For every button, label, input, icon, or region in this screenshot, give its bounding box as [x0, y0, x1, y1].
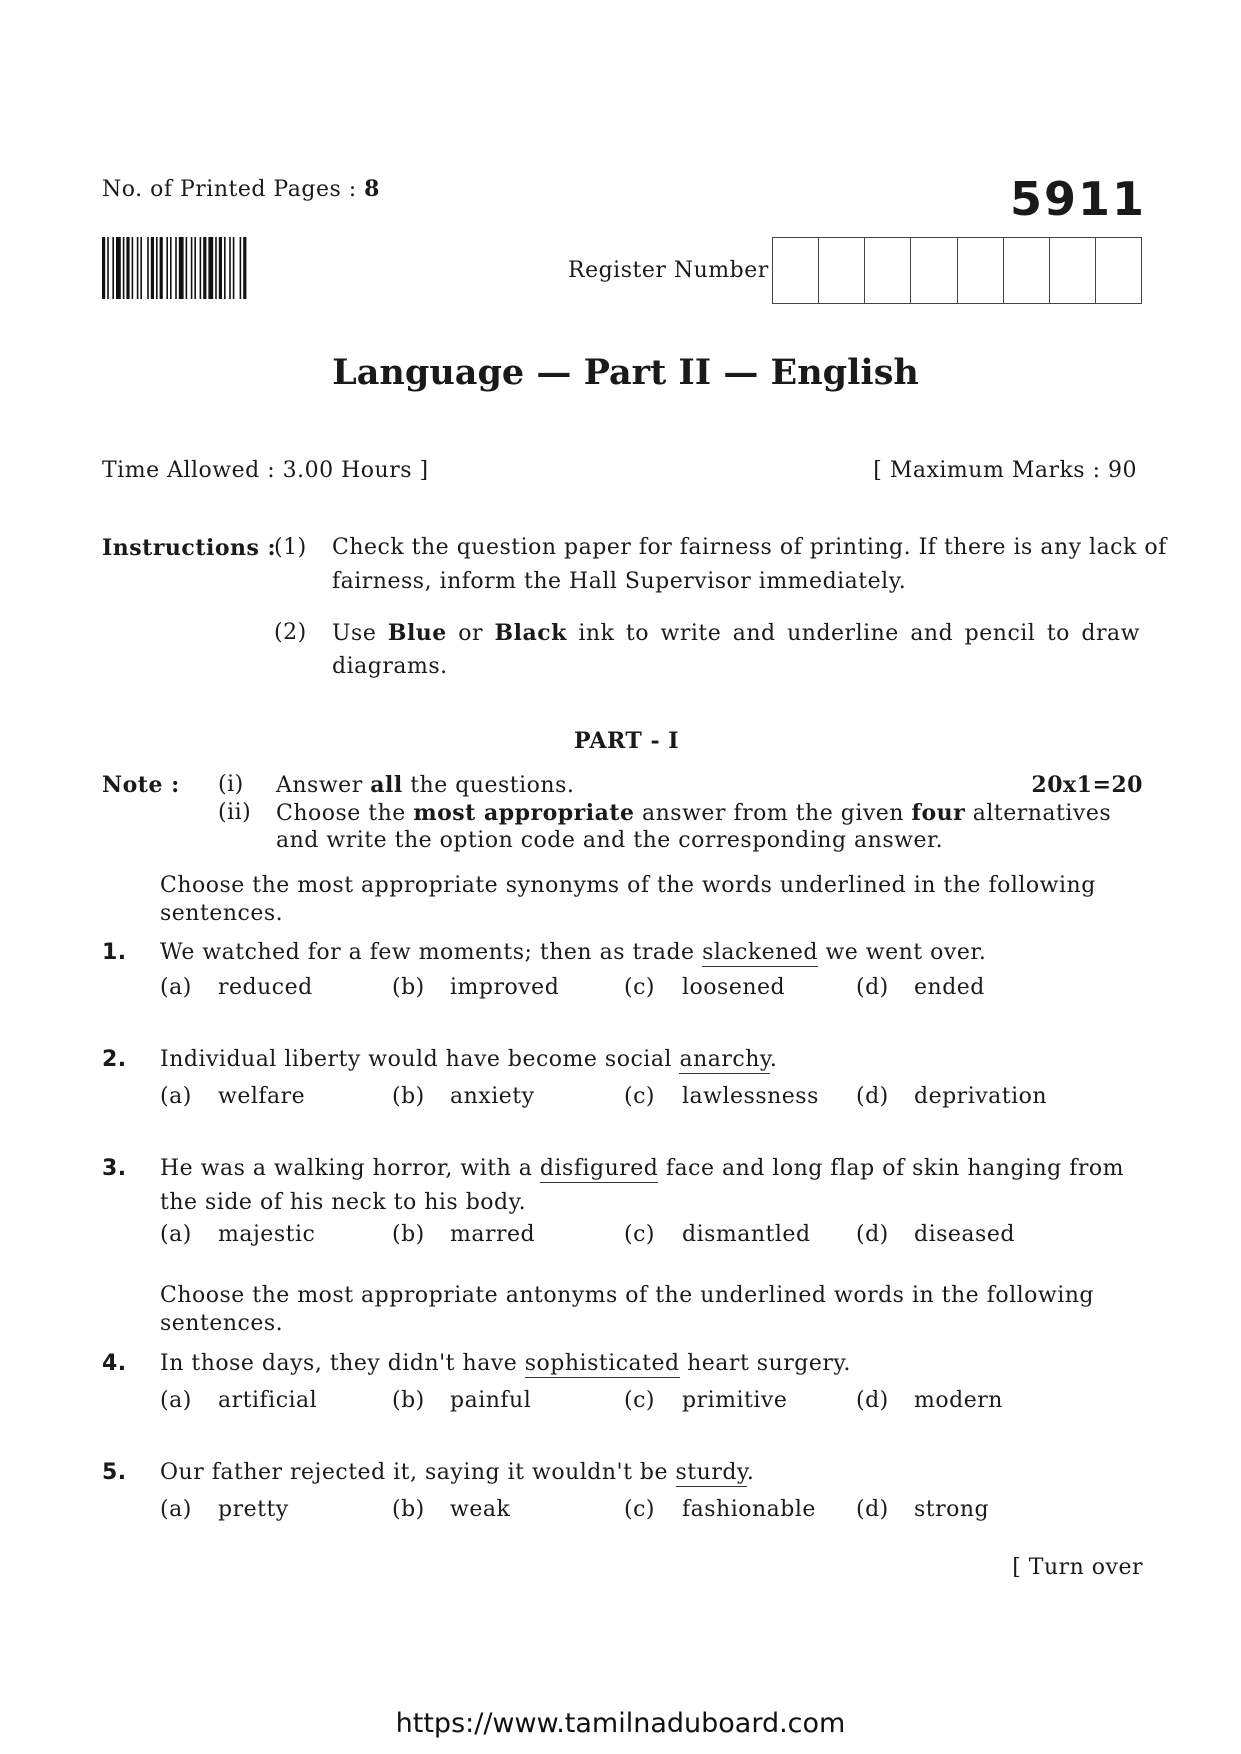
register-number-boxes[interactable] [772, 237, 1142, 304]
option-text: ended [914, 975, 985, 1000]
option-text: lawlessness [682, 1084, 819, 1109]
register-digit-box[interactable] [1096, 238, 1141, 303]
register-digit-box[interactable] [773, 238, 819, 303]
section-instruction: Choose the most appropriate synonyms of the words underlined in the following [160, 873, 1096, 898]
option-text: majestic [218, 1222, 316, 1247]
instruction-text: Check the question paper for fairness of printing. If there is any lack of [332, 535, 1167, 560]
instruction-text: fairness, inform the Hall Supervisor immediately. [332, 569, 907, 594]
time-allowed: Time Allowed : 3.00 Hours ] [102, 458, 429, 483]
underlined-word: sturdy [675, 1460, 747, 1485]
paper-title: Language — Part II — English [332, 352, 919, 393]
marks-allocation: 20x1=20 [1031, 772, 1143, 798]
question-text: In those days, they didn't have sophisticated heart surgery. [160, 1351, 851, 1376]
question-number: 5. [102, 1460, 127, 1485]
instruction-text: Use Blue or Black ink to write and underline and pencil to draw [332, 620, 1140, 646]
instructions-label: Instructions : [102, 535, 277, 561]
underlined-word: anarchy [679, 1047, 770, 1072]
instruction-number: (2) [274, 620, 307, 645]
option-text: welfare [218, 1084, 306, 1109]
question-text: the side of his neck to his body. [160, 1190, 527, 1215]
option-text: pretty [218, 1497, 289, 1522]
option-text: reduced [218, 975, 313, 1000]
note-text: and write the option code and the corresponding answer. [276, 828, 944, 853]
option-text: fashionable [682, 1497, 816, 1522]
option-text: weak [450, 1497, 511, 1522]
section-instruction: sentences. [160, 1311, 284, 1336]
option-text: artificial [218, 1388, 318, 1413]
question-text: He was a walking horror, with a disfigured face and long flap of skin hanging from [160, 1156, 1125, 1181]
register-digit-box[interactable] [1004, 238, 1050, 303]
option-text: modern [914, 1388, 1003, 1413]
option-text: primitive [682, 1388, 788, 1413]
option-text: loosened [682, 975, 786, 1000]
question-number: 2. [102, 1047, 127, 1072]
register-digit-box[interactable] [958, 238, 1004, 303]
note-text: Answer all the questions. [276, 772, 575, 798]
barcode-icon [102, 237, 298, 299]
note-text: Choose the most appropriate answer from the given four alternatives [276, 800, 1112, 826]
instruction-text: diagrams. [332, 654, 448, 679]
question-text: We watched for a few moments; then as trade slackened we went over. [160, 940, 987, 965]
option-text: improved [450, 975, 560, 1000]
footer-url[interactable]: https://www.tamilnaduboard.com [395, 1708, 846, 1739]
underlined-word: disfigured [539, 1156, 659, 1181]
question-number: 1. [102, 940, 127, 965]
option-text: diseased [914, 1222, 1015, 1247]
question-number: 3. [102, 1156, 127, 1181]
turn-over: [ Turn over [1012, 1555, 1143, 1580]
option-text: dismantled [682, 1222, 811, 1247]
option-text: deprivation [914, 1084, 1048, 1109]
printed-pages: No. of Printed Pages : 8 [102, 176, 380, 202]
paper-code: 5911 [1010, 172, 1147, 226]
maximum-marks: [ Maximum Marks : 90 [873, 458, 1137, 483]
option-text: strong [914, 1497, 990, 1522]
option-text: marred [450, 1222, 536, 1247]
register-label: Register Number [568, 258, 769, 283]
question-number: 4. [102, 1351, 127, 1376]
register-digit-box[interactable] [911, 238, 957, 303]
register-digit-box[interactable] [865, 238, 911, 303]
instruction-number: (1) [274, 535, 307, 560]
register-digit-box[interactable] [1050, 238, 1096, 303]
register-digit-box[interactable] [819, 238, 865, 303]
question-text: Our father rejected it, saying it wouldn't be sturdy. [160, 1460, 755, 1485]
part-heading: PART - I [574, 728, 680, 754]
underlined-word: sophisticated [524, 1351, 680, 1376]
underlined-word: slackened [702, 940, 818, 965]
section-instruction: sentences. [160, 901, 284, 926]
option-text: painful [450, 1388, 532, 1413]
note-label: Note : [102, 772, 180, 798]
section-instruction: Choose the most appropriate antonyms of the underlined words in the following [160, 1283, 1095, 1308]
note-number: (ii) [218, 800, 252, 825]
question-text: Individual liberty would have become social anarchy. [160, 1047, 778, 1072]
note-number: (i) [218, 772, 244, 797]
option-text: anxiety [450, 1084, 535, 1109]
